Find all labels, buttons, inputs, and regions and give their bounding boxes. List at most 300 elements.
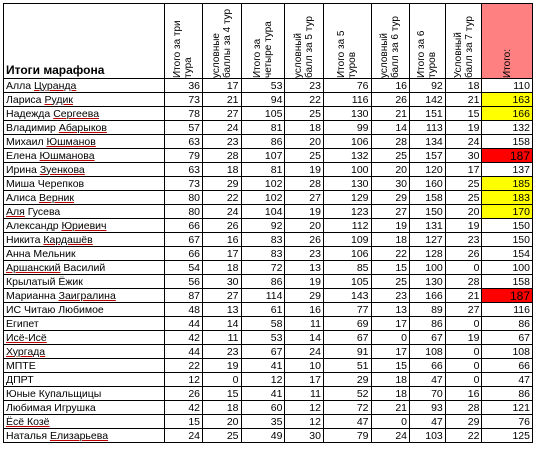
participant-name-cell[interactable] <box>4 247 165 261</box>
score-cell[interactable]: 28 <box>445 401 482 415</box>
score-cell[interactable]: 120 <box>410 163 446 177</box>
score-cell[interactable]: 29 <box>285 289 323 303</box>
participant-name-part: Любимая Игрушка <box>6 401 96 414</box>
score-cell[interactable]: 12 <box>285 401 323 415</box>
participant-name-part: Египет <box>6 317 39 330</box>
score-cell[interactable]: 20 <box>371 163 409 177</box>
score-cell[interactable]: 16 <box>445 387 482 401</box>
score-cell[interactable]: 66 <box>164 247 202 261</box>
score-cell[interactable]: 10 <box>285 359 323 373</box>
total-score-cell[interactable]: 137 <box>482 163 533 177</box>
score-cell[interactable]: 103 <box>410 429 446 443</box>
score-cell[interactable]: 108 <box>410 345 446 359</box>
total-score-cell[interactable]: 67 <box>482 331 533 345</box>
score-cell[interactable]: 142 <box>410 93 446 107</box>
participant-name-part: Надежда <box>6 107 54 120</box>
score-cell[interactable]: 27 <box>285 191 323 205</box>
score-cell[interactable]: 128 <box>410 247 446 261</box>
score-cell[interactable]: 49 <box>241 429 285 443</box>
score-cell[interactable]: 87 <box>164 289 202 303</box>
score-cell[interactable]: 158 <box>410 191 446 205</box>
participant-name-part: Сергеева <box>53 107 100 120</box>
header-cell[interactable]: Итого за 6 туров <box>410 4 446 79</box>
participant-name-part: Исё-Исё <box>6 331 47 344</box>
score-cell[interactable]: 73 <box>164 93 202 107</box>
score-cell[interactable]: 0 <box>445 373 482 387</box>
score-cell[interactable]: 18 <box>371 387 409 401</box>
score-cell[interactable]: 116 <box>323 93 371 107</box>
participant-name-part: Владимир <box>6 121 59 134</box>
score-cell[interactable]: 69 <box>323 317 371 331</box>
score-cell[interactable]: 47 <box>323 415 371 429</box>
score-cell[interactable]: 18 <box>445 79 482 93</box>
score-cell[interactable]: 17 <box>203 247 241 261</box>
participant-name-cell[interactable] <box>4 359 165 373</box>
score-cell[interactable]: 14 <box>371 121 409 135</box>
score-cell[interactable]: 14 <box>203 317 241 331</box>
score-cell[interactable]: 25 <box>371 275 409 289</box>
participant-name-part: Крылатый Ёжик <box>6 275 83 288</box>
score-cell[interactable]: 13 <box>203 303 241 317</box>
score-cell[interactable]: 54 <box>164 261 202 275</box>
score-cell[interactable]: 93 <box>410 401 446 415</box>
participant-name-part: Елена <box>6 149 40 162</box>
participant-name-cell[interactable] <box>4 289 165 303</box>
score-cell[interactable]: 26 <box>203 219 241 233</box>
score-cell[interactable]: 16 <box>203 233 241 247</box>
score-cell[interactable]: 23 <box>203 345 241 359</box>
score-cell[interactable]: 86 <box>241 135 285 149</box>
score-cell[interactable]: 21 <box>371 107 409 121</box>
total-score-cell[interactable]: 47 <box>482 373 533 387</box>
score-cell[interactable]: 86 <box>241 275 285 289</box>
header-cell-total[interactable]: Итого: <box>482 4 533 79</box>
score-cell[interactable]: 42 <box>164 331 202 345</box>
participant-name-cell[interactable] <box>4 345 165 359</box>
score-cell[interactable]: 85 <box>323 261 371 275</box>
score-cell[interactable]: 29 <box>445 415 482 429</box>
participant-name-part: ИС Читаю Любимое <box>6 303 104 316</box>
table-row <box>4 345 533 359</box>
total-score-cell[interactable]: 110 <box>482 79 533 93</box>
score-cell[interactable]: 12 <box>164 373 202 387</box>
score-cell[interactable]: 19 <box>371 219 409 233</box>
score-cell[interactable]: 99 <box>323 121 371 135</box>
participant-name-cell[interactable] <box>4 317 165 331</box>
participant-name-cell[interactable] <box>4 107 165 121</box>
participant-name-cell[interactable] <box>4 177 165 191</box>
score-cell[interactable]: 80 <box>164 191 202 205</box>
participant-name-cell[interactable] <box>4 135 165 149</box>
score-cell[interactable]: 30 <box>203 275 241 289</box>
score-cell[interactable]: 77 <box>323 303 371 317</box>
score-cell[interactable]: 41 <box>241 387 285 401</box>
score-cell[interactable]: 79 <box>323 429 371 443</box>
total-score-cell[interactable]: 125 <box>482 429 533 443</box>
score-cell[interactable]: 18 <box>371 233 409 247</box>
score-cell[interactable]: 67 <box>241 345 285 359</box>
score-cell[interactable]: 47 <box>410 373 446 387</box>
score-cell[interactable]: 12 <box>241 373 285 387</box>
score-cell[interactable]: 24 <box>164 429 202 443</box>
score-cell[interactable]: 19 <box>445 219 482 233</box>
score-cell[interactable]: 127 <box>410 233 446 247</box>
score-cell[interactable]: 81 <box>241 121 285 135</box>
score-cell[interactable]: 76 <box>323 79 371 93</box>
score-cell[interactable]: 30 <box>285 429 323 443</box>
score-cell[interactable]: 92 <box>241 219 285 233</box>
score-cell[interactable]: 18 <box>285 121 323 135</box>
score-cell[interactable]: 72 <box>241 261 285 275</box>
score-cell[interactable]: 26 <box>371 93 409 107</box>
total-score-cell[interactable]: 187 <box>482 149 533 163</box>
score-cell[interactable]: 26 <box>285 233 323 247</box>
score-cell[interactable]: 100 <box>410 261 446 275</box>
score-cell[interactable]: 0 <box>445 261 482 275</box>
score-cell[interactable]: 123 <box>323 205 371 219</box>
score-cell[interactable]: 21 <box>371 401 409 415</box>
total-score-cell[interactable]: 187 <box>482 289 533 303</box>
score-cell[interactable]: 21 <box>203 93 241 107</box>
score-cell[interactable]: 18 <box>203 163 241 177</box>
score-cell[interactable]: 26 <box>164 387 202 401</box>
score-cell[interactable]: 27 <box>203 107 241 121</box>
score-cell[interactable]: 42 <box>164 401 202 415</box>
score-cell[interactable]: 29 <box>203 177 241 191</box>
header-cell[interactable]: условный балл за 6 тур <box>371 4 409 79</box>
total-score-cell[interactable]: 163 <box>482 93 533 107</box>
score-cell[interactable]: 22 <box>164 359 202 373</box>
participant-name-part: Кардашёв <box>43 233 93 246</box>
score-cell[interactable]: 26 <box>445 247 482 261</box>
score-cell[interactable]: 25 <box>285 107 323 121</box>
score-cell[interactable]: 28 <box>371 135 409 149</box>
total-score-cell[interactable]: 166 <box>482 107 533 121</box>
score-cell[interactable]: 81 <box>241 163 285 177</box>
score-cell[interactable]: 86 <box>410 317 446 331</box>
participant-name-cell[interactable] <box>4 275 165 289</box>
score-cell[interactable]: 157 <box>410 149 446 163</box>
score-cell[interactable]: 19 <box>285 163 323 177</box>
header-cell[interactable]: Итого за 5 туров <box>323 4 371 79</box>
score-cell[interactable]: 112 <box>323 219 371 233</box>
participant-name-part: Цуранда <box>34 79 77 92</box>
score-cell[interactable]: 132 <box>323 149 371 163</box>
total-score-cell[interactable]: 66 <box>482 359 533 373</box>
header-cell[interactable]: условный балл за 5 тур <box>285 4 323 79</box>
score-cell[interactable]: 106 <box>323 135 371 149</box>
score-cell[interactable]: 106 <box>323 247 371 261</box>
score-cell[interactable]: 72 <box>323 401 371 415</box>
score-cell[interactable]: 23 <box>371 289 409 303</box>
total-score-cell[interactable]: 154 <box>482 247 533 261</box>
score-cell[interactable]: 0 <box>371 331 409 345</box>
score-cell[interactable]: 18 <box>371 373 409 387</box>
total-score-cell[interactable]: 150 <box>482 219 533 233</box>
participant-name-part: Аршанский <box>6 261 61 274</box>
score-cell[interactable]: 19 <box>203 359 241 373</box>
table-row <box>4 205 533 219</box>
score-cell[interactable]: 131 <box>410 219 446 233</box>
score-cell[interactable]: 130 <box>323 107 371 121</box>
score-cell[interactable]: 66 <box>164 219 202 233</box>
score-cell[interactable]: 30 <box>371 177 409 191</box>
score-cell[interactable]: 29 <box>323 373 371 387</box>
score-cell[interactable]: 83 <box>241 247 285 261</box>
header-cell[interactable]: Итого за три тура <box>164 4 202 79</box>
score-cell[interactable]: 66 <box>410 359 446 373</box>
participant-name-part: Рудик <box>44 93 73 106</box>
participant-name-part: ДПРТ <box>6 373 34 386</box>
score-cell[interactable]: 91 <box>323 345 371 359</box>
score-cell[interactable]: 27 <box>445 303 482 317</box>
participant-name-part: Абарыков <box>58 121 107 134</box>
score-cell[interactable]: 105 <box>323 275 371 289</box>
participant-name-cell[interactable] <box>4 331 165 345</box>
score-cell[interactable]: 58 <box>241 317 285 331</box>
score-cell[interactable]: 17 <box>445 163 482 177</box>
participant-name-cell[interactable] <box>4 415 165 429</box>
participant-name-cell[interactable] <box>4 163 165 177</box>
table-row <box>4 149 533 163</box>
score-cell[interactable]: 114 <box>241 289 285 303</box>
score-cell[interactable]: 52 <box>323 387 371 401</box>
score-cell[interactable]: 19 <box>285 205 323 219</box>
total-score-cell[interactable]: 121 <box>482 401 533 415</box>
score-cell[interactable]: 0 <box>203 373 241 387</box>
score-cell[interactable]: 44 <box>164 317 202 331</box>
score-cell[interactable]: 134 <box>410 135 446 149</box>
table-row <box>4 303 533 317</box>
score-cell[interactable]: 166 <box>410 289 446 303</box>
score-cell[interactable]: 19 <box>285 275 323 289</box>
score-cell[interactable]: 151 <box>410 107 446 121</box>
score-cell[interactable]: 105 <box>241 107 285 121</box>
total-score-cell[interactable]: 132 <box>482 121 533 135</box>
score-cell[interactable]: 17 <box>285 373 323 387</box>
participant-name-cell[interactable] <box>4 79 165 93</box>
score-cell[interactable]: 19 <box>445 331 482 345</box>
score-cell[interactable]: 15 <box>445 107 482 121</box>
participant-name-cell[interactable] <box>4 121 165 135</box>
score-cell[interactable]: 129 <box>323 191 371 205</box>
score-cell[interactable]: 113 <box>410 121 446 135</box>
participant-name-cell[interactable] <box>4 373 165 387</box>
table-row <box>4 373 533 387</box>
score-cell[interactable]: 17 <box>203 79 241 93</box>
score-cell[interactable]: 36 <box>164 79 202 93</box>
score-cell[interactable]: 30 <box>445 149 482 163</box>
table-title[interactable]: Итоги марафона <box>4 4 165 79</box>
score-cell[interactable]: 61 <box>241 303 285 317</box>
score-cell[interactable]: 15 <box>371 359 409 373</box>
score-cell[interactable]: 23 <box>285 247 323 261</box>
participant-name-cell[interactable] <box>4 191 165 205</box>
score-cell[interactable]: 15 <box>203 387 241 401</box>
participant-name-part: Михаил <box>6 135 47 148</box>
score-cell[interactable]: 25 <box>285 149 323 163</box>
score-cell[interactable]: 25 <box>445 191 482 205</box>
score-cell[interactable]: 73 <box>164 177 202 191</box>
score-cell[interactable]: 20 <box>445 205 482 219</box>
score-cell[interactable]: 60 <box>241 401 285 415</box>
total-score-cell[interactable]: 100 <box>482 261 533 275</box>
header-cell[interactable]: Итого за четыре тура <box>241 4 285 79</box>
score-cell[interactable]: 18 <box>203 401 241 415</box>
participant-name-cell[interactable] <box>4 149 165 163</box>
score-cell[interactable]: 17 <box>371 345 409 359</box>
score-cell[interactable]: 57 <box>164 121 202 135</box>
score-cell[interactable]: 21 <box>445 93 482 107</box>
score-cell[interactable]: 0 <box>445 345 482 359</box>
table-row <box>4 191 533 205</box>
score-cell[interactable]: 25 <box>371 149 409 163</box>
score-cell[interactable]: 0 <box>371 415 409 429</box>
score-cell[interactable]: 24 <box>445 135 482 149</box>
participant-name-part: Ёсё Козё <box>6 415 50 428</box>
score-cell[interactable]: 83 <box>241 233 285 247</box>
total-score-cell[interactable]: 185 <box>482 177 533 191</box>
score-cell[interactable]: 13 <box>285 261 323 275</box>
participant-name-part: Лариса <box>6 93 45 106</box>
score-cell[interactable]: 89 <box>410 303 446 317</box>
score-cell[interactable]: 0 <box>445 359 482 373</box>
total-score-cell[interactable]: 108 <box>482 345 533 359</box>
score-cell[interactable]: 44 <box>164 345 202 359</box>
score-cell[interactable]: 29 <box>371 191 409 205</box>
score-cell[interactable]: 41 <box>241 359 285 373</box>
score-cell[interactable]: 56 <box>164 275 202 289</box>
score-cell[interactable]: 63 <box>164 135 202 149</box>
score-cell[interactable]: 79 <box>164 149 202 163</box>
score-cell[interactable]: 28 <box>285 177 323 191</box>
score-cell[interactable]: 80 <box>164 205 202 219</box>
score-cell[interactable]: 19 <box>445 121 482 135</box>
score-cell[interactable]: 107 <box>241 149 285 163</box>
score-cell[interactable]: 22 <box>371 247 409 261</box>
score-cell[interactable]: 0 <box>445 317 482 331</box>
score-cell[interactable]: 20 <box>285 135 323 149</box>
score-cell[interactable]: 104 <box>241 205 285 219</box>
score-cell[interactable]: 100 <box>323 163 371 177</box>
score-cell[interactable]: 130 <box>410 275 446 289</box>
total-score-cell[interactable]: 86 <box>482 317 533 331</box>
participant-name-part: Юные Купальщицы <box>6 387 102 400</box>
total-score-cell[interactable]: 150 <box>482 233 533 247</box>
table-row <box>4 135 533 149</box>
score-cell[interactable]: 53 <box>241 79 285 93</box>
total-score-cell[interactable]: 86 <box>482 387 533 401</box>
score-cell[interactable]: 16 <box>285 303 323 317</box>
score-cell[interactable]: 109 <box>323 233 371 247</box>
score-cell[interactable]: 21 <box>445 289 482 303</box>
score-cell[interactable]: 15 <box>371 261 409 275</box>
score-cell[interactable]: 14 <box>285 331 323 345</box>
score-cell[interactable]: 24 <box>203 121 241 135</box>
score-cell[interactable]: 15 <box>164 415 202 429</box>
score-cell[interactable]: 22 <box>285 93 323 107</box>
score-cell[interactable]: 23 <box>445 233 482 247</box>
score-cell[interactable]: 48 <box>164 303 202 317</box>
score-cell[interactable]: 53 <box>241 331 285 345</box>
score-cell[interactable]: 17 <box>371 317 409 331</box>
total-score-cell[interactable]: 116 <box>482 303 533 317</box>
score-cell[interactable]: 67 <box>164 233 202 247</box>
score-cell[interactable]: 94 <box>241 93 285 107</box>
score-cell[interactable]: 102 <box>241 191 285 205</box>
score-cell[interactable]: 16 <box>371 79 409 93</box>
score-cell[interactable]: 67 <box>410 331 446 345</box>
participant-name-cell[interactable] <box>4 233 165 247</box>
table-row <box>4 107 533 121</box>
participant-name-cell[interactable] <box>4 219 165 233</box>
total-score-cell[interactable]: 170 <box>482 205 533 219</box>
score-cell[interactable]: 12 <box>285 415 323 429</box>
score-cell[interactable]: 27 <box>203 289 241 303</box>
score-cell[interactable]: 47 <box>410 415 446 429</box>
score-cell[interactable]: 27 <box>371 205 409 219</box>
participant-name-cell[interactable] <box>4 93 165 107</box>
total-score-cell[interactable]: 158 <box>482 275 533 289</box>
score-cell[interactable]: 20 <box>203 415 241 429</box>
score-cell[interactable]: 22 <box>445 429 482 443</box>
score-cell[interactable]: 13 <box>371 303 409 317</box>
table-body <box>4 79 533 443</box>
score-cell[interactable]: 28 <box>203 149 241 163</box>
header-cell[interactable]: условные баллы за 4 тур <box>203 4 241 79</box>
score-cell[interactable]: 67 <box>323 331 371 345</box>
participant-name-cell[interactable] <box>4 261 165 275</box>
score-cell[interactable]: 23 <box>285 79 323 93</box>
score-cell[interactable]: 24 <box>371 429 409 443</box>
score-cell[interactable]: 70 <box>410 387 446 401</box>
table-row <box>4 163 533 177</box>
score-cell[interactable]: 92 <box>410 79 446 93</box>
participant-name-cell[interactable] <box>4 401 165 415</box>
score-cell[interactable]: 11 <box>285 387 323 401</box>
score-cell[interactable]: 25 <box>203 429 241 443</box>
total-score-cell[interactable]: 76 <box>482 415 533 429</box>
score-cell[interactable]: 22 <box>203 191 241 205</box>
score-cell[interactable]: 78 <box>164 107 202 121</box>
score-cell[interactable]: 51 <box>323 359 371 373</box>
score-cell[interactable]: 20 <box>285 219 323 233</box>
participant-name-part: Миша Черепков <box>6 177 85 190</box>
score-cell[interactable]: 11 <box>285 317 323 331</box>
score-cell[interactable]: 28 <box>445 275 482 289</box>
participant-name-cell[interactable] <box>4 387 165 401</box>
total-score-cell[interactable]: 158 <box>482 135 533 149</box>
score-cell[interactable]: 24 <box>203 205 241 219</box>
score-cell[interactable]: 11 <box>203 331 241 345</box>
participant-name-cell[interactable] <box>4 429 165 443</box>
participant-name-cell[interactable] <box>4 205 165 219</box>
score-cell[interactable]: 25 <box>445 177 482 191</box>
score-cell[interactable]: 102 <box>241 177 285 191</box>
score-cell[interactable]: 150 <box>410 205 446 219</box>
score-cell[interactable]: 63 <box>164 163 202 177</box>
score-cell[interactable]: 143 <box>323 289 371 303</box>
score-cell[interactable]: 160 <box>410 177 446 191</box>
score-cell[interactable]: 130 <box>323 177 371 191</box>
header-cell[interactable]: Условный балл за 7 тур <box>445 4 482 79</box>
score-cell[interactable]: 24 <box>285 345 323 359</box>
score-cell[interactable]: 35 <box>241 415 285 429</box>
score-cell[interactable]: 18 <box>203 261 241 275</box>
score-cell[interactable]: 23 <box>203 135 241 149</box>
total-score-cell[interactable]: 183 <box>482 191 533 205</box>
participant-name-cell[interactable] <box>4 303 165 317</box>
